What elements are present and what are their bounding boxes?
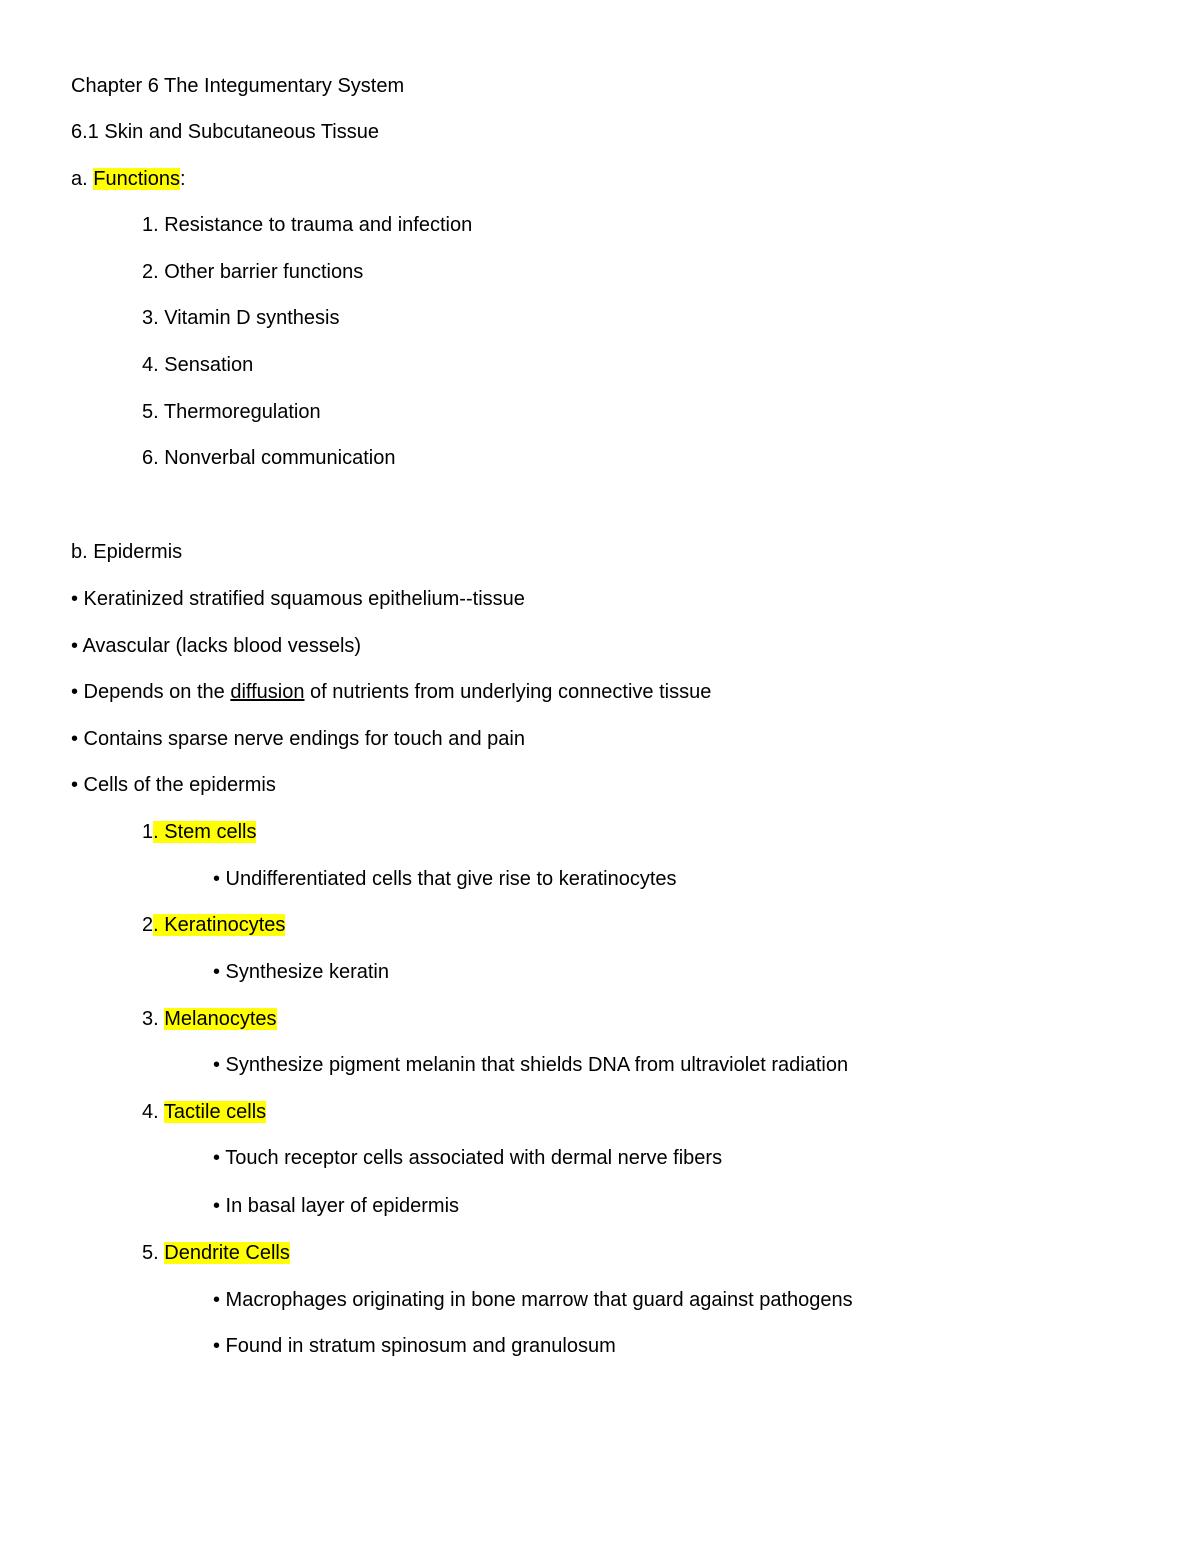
- function-item: 6. Nonverbal communication: [142, 447, 396, 469]
- section-title: 6.1 Skin and Subcutaneous Tissue: [71, 121, 379, 143]
- cell-name-highlight: . Keratinocytes: [153, 914, 286, 936]
- epidermis-bullet: • Cells of the epidermis: [71, 774, 276, 796]
- cell-number: 5.: [142, 1242, 165, 1264]
- functions-suffix: :: [179, 168, 186, 190]
- diffusion-underlined: diffusion: [230, 681, 305, 703]
- cell-number: 4.: [142, 1101, 164, 1123]
- cell-detail: • Synthesize keratin: [213, 961, 389, 983]
- epidermis-heading: b. Epidermis: [71, 541, 183, 563]
- function-item: 2. Other barrier functions: [142, 261, 364, 283]
- epidermis-bullet: [71, 679, 711, 705]
- cell-detail: • Macrophages originating in bone marrow that guard against pathogens: [213, 1289, 853, 1311]
- cell-detail: • Undifferentiated cells that give rise to keratinocytes: [213, 868, 677, 890]
- bullet-text: of nutrients from underlying connective tissue: [304, 681, 712, 703]
- functions-highlight: Functions: [93, 168, 180, 190]
- cell-name-highlight: Tactile cells: [163, 1101, 267, 1123]
- epidermis-bullet: • Contains sparse nerve endings for touch and pain: [71, 728, 525, 750]
- cell-name-highlight: . Stem cells: [153, 821, 257, 843]
- cell-number: 1: [142, 821, 154, 843]
- epidermis-bullet: • Keratinized stratified squamous epithelium--tissue: [71, 588, 525, 610]
- cell-name-highlight: Dendrite Cells: [164, 1242, 290, 1264]
- cell-type-dendrite: [142, 1240, 290, 1266]
- function-item: 4. Sensation: [142, 354, 254, 376]
- function-item: 1. Resistance to trauma and infection: [142, 214, 473, 236]
- cell-type-melanocytes: [142, 1006, 277, 1032]
- cell-type-stem: [142, 819, 256, 845]
- cell-name-highlight: Melanocytes: [164, 1008, 277, 1030]
- cell-number: 2: [142, 914, 154, 936]
- function-item: 5. Thermoregulation: [142, 401, 321, 423]
- epidermis-bullet: • Avascular (lacks blood vessels): [71, 635, 362, 657]
- cell-number: 3.: [142, 1008, 165, 1030]
- cell-type-keratinocytes: [142, 912, 285, 938]
- functions-prefix: a.: [71, 168, 94, 190]
- cell-detail: • Found in stratum spinosum and granulosum: [213, 1335, 616, 1357]
- cell-detail: • Synthesize pigment melanin that shields DNA from ultraviolet radiation: [213, 1054, 849, 1076]
- chapter-title: Chapter 6 The Integumentary System: [71, 75, 405, 97]
- functions-heading: [71, 166, 186, 192]
- cell-detail: • Touch receptor cells associated with dermal nerve fibers: [213, 1147, 723, 1169]
- bullet-text: • Depends on the: [71, 681, 231, 703]
- cell-type-tactile: [142, 1099, 266, 1125]
- cell-detail: • In basal layer of epidermis: [213, 1195, 460, 1217]
- function-item: 3. Vitamin D synthesis: [142, 307, 340, 329]
